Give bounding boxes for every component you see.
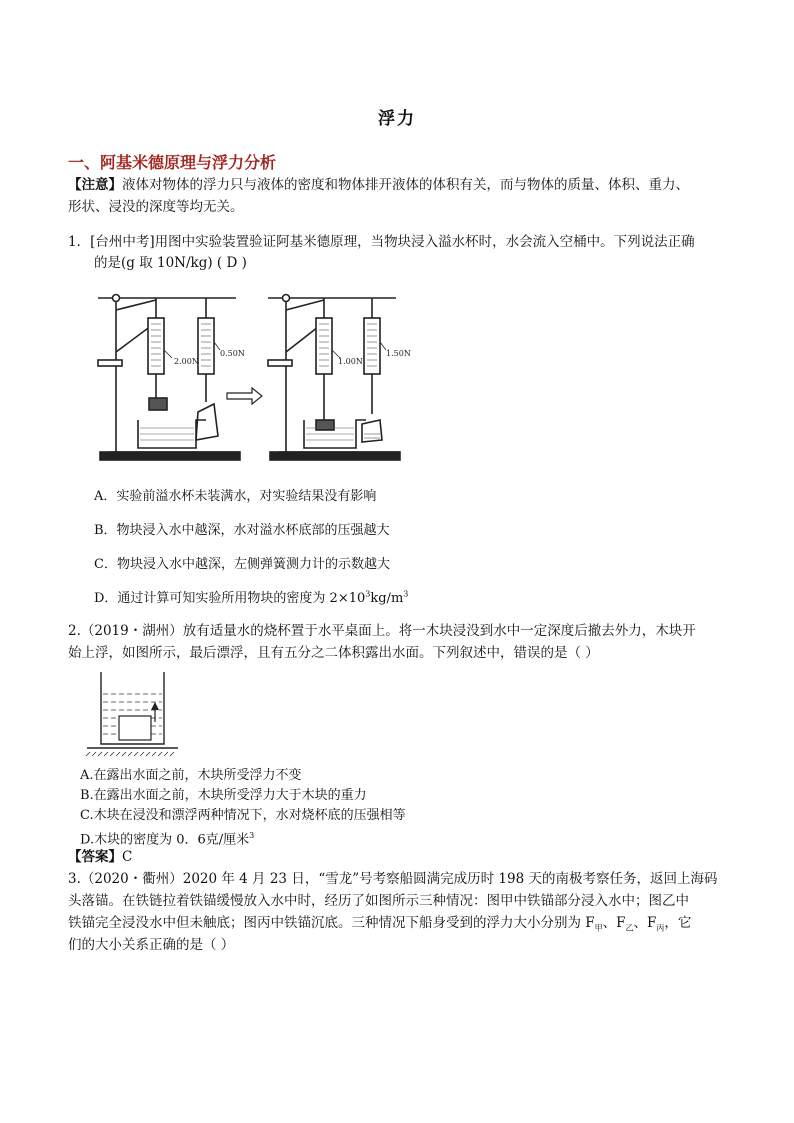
q1-option-a: A．实验前溢水杯未装满水，对实验结果没有影响 — [94, 489, 377, 504]
q2-answer-label: 【答案】 — [68, 849, 122, 865]
q1-option-d-text: D．通过计算可知实验所用物块的密度为 2×10 — [94, 591, 366, 606]
q1-fig-reading-left-2: 1.00N — [338, 357, 363, 366]
section-heading: 一、阿基米德原理与浮力分析 — [68, 153, 277, 172]
q1-option-c: C．物块浸入水中越深，左侧弹簧测力计的示数越大 — [94, 557, 390, 572]
q3-stem-line-3-end: ，它 — [664, 915, 692, 931]
q1-option-d-unit: kg/m — [370, 591, 404, 606]
q3-stem-line-2: 头落锚。在铁链拉着铁锚缓慢放入水中时，经历了如图所示三种情况：图甲中铁锚部分浸入水中；图乙中 — [68, 893, 689, 909]
q3-sub-yi: 乙 — [625, 923, 634, 933]
note-text-1: 液体对物体的浮力只与液体的密度和物体排开液体的体积有关，而与物体的质量、体积、重力、 — [122, 177, 689, 193]
q3-stem-line-4: 们的大小关系正确的是（ ） — [68, 937, 235, 953]
q3-stem-line-3-text: 铁锚完全浸没水中但未触底；图丙中铁锚沉底。三种情况下船身受到的浮力大小分别为 F — [68, 915, 595, 931]
q2-option-d-text: D.木块的密度为 0．6克/厘米 — [80, 832, 250, 848]
note-line-2: 形状、浸没的深度等均无关。 — [68, 199, 244, 215]
q1-fig-reading-left-1: 2.00N — [174, 357, 199, 366]
q1-stem-line-1: 1．[台州中考]用图中实验装置验证阿基米德原理，当物块浸入溢水杯时，水会流入空桶中。下列说法正确 — [68, 234, 695, 250]
q2-stem-line-2: 始上浮，如图所示，最后漂浮，且有五分之二体积露出水面。下列叙述中，错误的是（ ） — [68, 645, 599, 661]
q1-option-d-unit-exp: 3 — [403, 589, 409, 599]
q1-fig-reading-right-1: 0.50N — [220, 349, 245, 358]
q3-sub-jia: 甲 — [594, 923, 603, 933]
q2-option-b: B.在露出水面之前，木块所受浮力大于木块的重力 — [80, 788, 367, 803]
q3-sep-1: 、F — [602, 915, 626, 931]
q2-answer-value: C — [122, 849, 133, 865]
q2-stem-line-1: 2.（2019・湖州）放有适量水的烧杯置于水平桌面上。将一木块浸没到水中一定深度后撤去外力，木块开 — [68, 623, 696, 639]
q3-sub-bing: 丙 — [656, 923, 665, 933]
page-title: 浮力 — [378, 109, 416, 129]
q3-stem-line-1: 3.（2020・衢州）2020 年 4 月 23 日，“雪龙”号考察船圆满完成历时 198 天的南极考察任务，返回上海码 — [68, 871, 718, 887]
q1-stem-line-2: 的是(g 取 10N/kg) ( D ) — [94, 255, 247, 271]
q2-option-a: A.在露出水面之前，木块所受浮力不变 — [80, 768, 302, 783]
q3-sep-2: 、F — [633, 915, 657, 931]
q1-option-d-exp: 3 — [365, 589, 371, 599]
q1-option-b: B．物块浸入水中越深，水对溢水杯底部的压强越大 — [94, 523, 390, 538]
q1-fig-reading-right-2: 1.50N — [386, 349, 411, 358]
q2-option-d-exp: 3 — [249, 831, 255, 840]
q2-option-c: C.木块在浸没和漂浮两种情况下，水对烧杯底的压强相等 — [80, 808, 406, 823]
q2-answer — [68, 846, 132, 868]
note-label: 【注意】 — [68, 177, 122, 193]
